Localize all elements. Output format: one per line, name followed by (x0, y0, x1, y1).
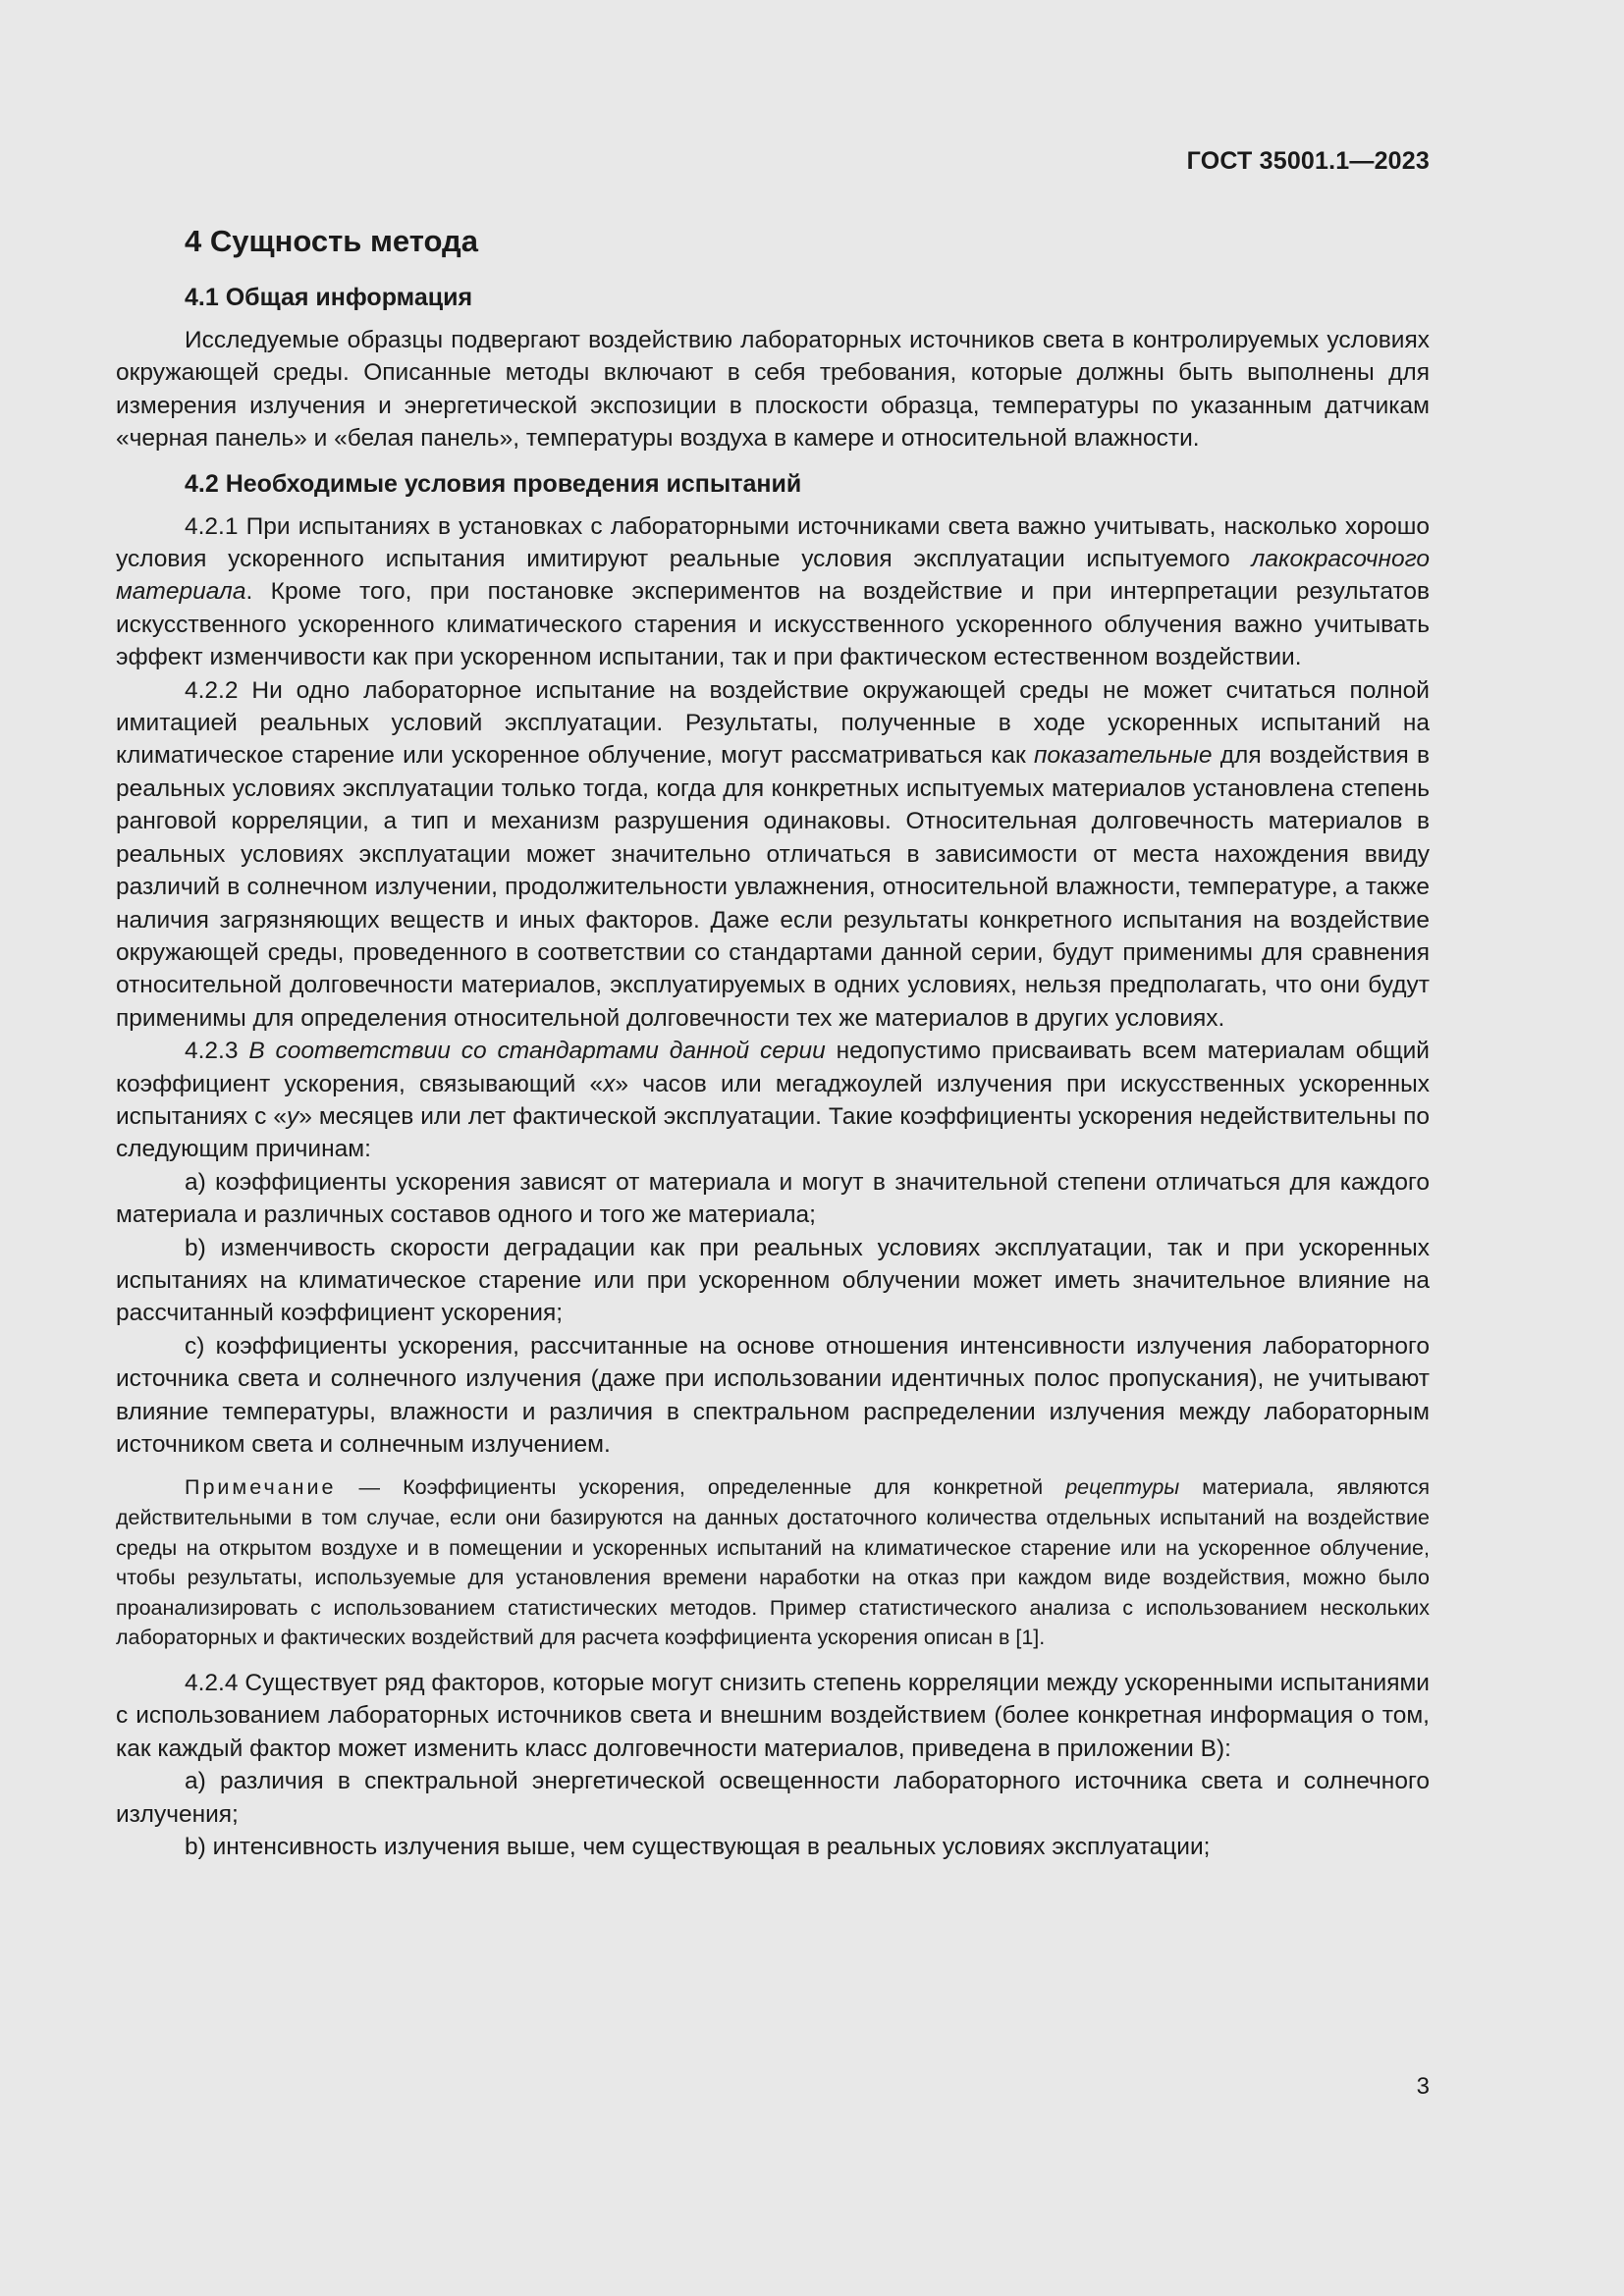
paragraph-4-2-1: 4.2.1 При испытаниях в установках с лабораторными источниками света важно учитывать, насколько хорошо условия ускоренного испытания имитируют реальные условия эксплуатации испытуемого лакокрасочного материала. Кроме того, при постановке экспериментов на воздействие и при интерпретации результатов искусственного ускоренного климатического старения и искусственного ускоренного облучения важно учитывать эффект изменчивости как при ускоренном испытании, так и при фактическом естественном воздействии. (116, 512, 1430, 671)
section-heading: 4 Сущность метода (185, 224, 478, 258)
page-content (116, 218, 1430, 1863)
paragraph-4-1: Исследуемые образцы подвергают воздействию лабораторных источников света в контролируемых условиях окружающей среды. Описанные методы включают в себя требования, которые должны быть выполнены для измерения излучения и энергетической экспозиции в плоскости образца, температуры по указанным датчикам «черная панель» и «белая панель», температуры воздуха в камере и относительной влажности. (116, 327, 1430, 453)
subsection-heading-4-2: 4.2 Необходимые условия проведения испытаний (185, 469, 802, 498)
paragraph-4-2-4: 4.2.4 Существует ряд факторов, которые могут снизить степень корреляции между ускоренными испытаниями с использованием лабораторных источников света и внешним воздействием (более конкретная информация о том, как каждый фактор может изменить класс долговечности материалов, приведена в приложении В): (116, 1669, 1430, 1762)
paragraph-4-2-2: 4.2.2 Ни одно лабораторное испытание на воздействие окружающей среды не может считаться полной имитацией реальных условий эксплуатации. Результаты, полученные в ходе ускоренных испытаний на климатическое старение или ускоренное облучение, могут рассматриваться как показательные для воздействия в реальных условиях эксплуатации только тогда, когда для конкретных испытуемых материалов установлена степень ранговой корреляции, а тип и механизм разрушения одинаковы. Относительная долговечность материалов в реальных условиях эксплуатации может значительно отличаться в зависимости от места нахождения ввиду различий в солнечном излучении, продолжительности увлажнения, относительной влажности, температуре, а также наличия загрязняющих веществ и иных факторов. Даже если результаты конкретного испытания на воздействие окружающей среды, проведенного в соответствии со стандартами данной серии, будут применимы для сравнения относительной долговечности материалов, эксплуатируемых в одних условиях, нельзя предполагать, что они будут применимы для определения относительной долговечности тех же материалов в других условиях. (116, 676, 1430, 1032)
note-label: Примечание (185, 1475, 337, 1500)
list-item-4-2-4-b: b) интенсивность излучения выше, чем существующая в реальных условиях эксплуатации; (185, 1834, 1211, 1860)
list-item-b: b) изменчивость скорости деградации как при реальных условиях эксплуатации, так и при ускоренных испытаниях на климатическое старение или при ускоренном облучении может иметь значительное влияние на рассчитанный коэффициент ускорения; (116, 1234, 1430, 1327)
note: Примечание — Коэффициенты ускорения, определенные для конкретной рецептуры материала, являются действительными в том случае, если они базируются на данных достаточного количества отдельных испытаний на воздействие среды на открытом воздухе и в помещении и ускоренных испытаний на климатическое старение или на ускоренное облучение, чтобы результаты, используемые для установления времени наработки на отказ при каждом виде воздействия, можно было проанализировать с использованием статистических методов. Пример статистического анализа с использованием нескольких лабораторных и фактических воздействий для расчета коэффициента ускорения описан в [1]. (116, 1475, 1430, 1650)
list-item-a: a) коэффициенты ускорения зависят от материала и могут в значительной степени отличаться для каждого материала и различных составов одного и того же материала; (116, 1168, 1430, 1229)
list-item-4-2-4-a: a) различия в спектральной энергетической освещенности лабораторного источника света и солнечного излучения; (116, 1768, 1430, 1828)
subsection-heading-4-1: 4.1 Общая информация (185, 284, 473, 311)
page-number: 3 (1416, 2073, 1430, 2100)
paragraph-4-2-3: 4.2.3 В соответствии со стандартами данной серии недопустимо присваивать всем материалам общий коэффициент ускорения, связывающий «x» часов или мегаджоулей излучения при искусственных ускоренных испытаниях с «y» месяцев или лет фактической эксплуатации. Такие коэффициенты ускорения недействительны по следующим причинам: (116, 1038, 1431, 1163)
document-code: ГОСТ 35001.1—2023 (1186, 147, 1430, 175)
list-item-c: c) коэффициенты ускорения, рассчитанные на основе отношения интенсивности излучения лабораторного источника света и солнечного излучения (даже при использовании идентичных полос пропускания), не учитывают влияние температуры, влажности и различия в спектральном распределении излучения между лабораторным источником света и солнечным излучением. (116, 1332, 1430, 1458)
